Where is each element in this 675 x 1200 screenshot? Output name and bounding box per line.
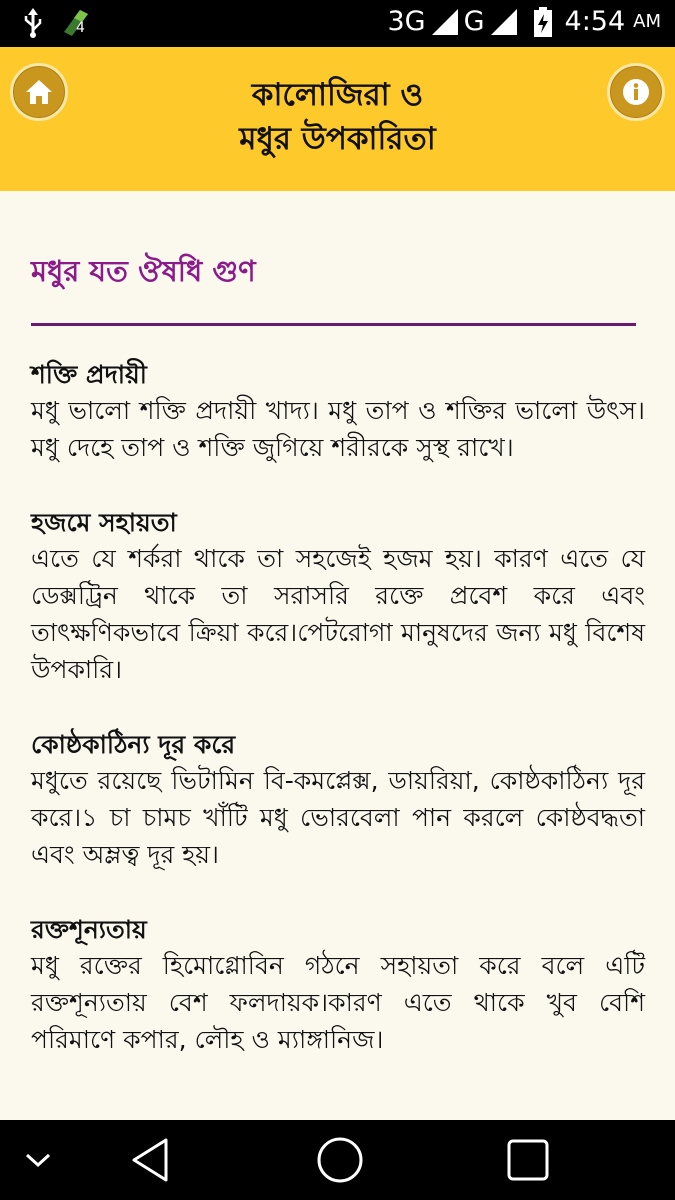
- back-button[interactable]: [125, 1120, 175, 1200]
- benefit-item: [31, 357, 645, 466]
- back-icon: [130, 1137, 170, 1183]
- status-right: [387, 6, 661, 37]
- home-nav-button[interactable]: [314, 1120, 366, 1200]
- notification-count: 4: [76, 20, 85, 36]
- benefit-item: [31, 727, 645, 873]
- battery-charging-icon: [533, 7, 553, 37]
- home-button[interactable]: [10, 63, 68, 121]
- usb-icon: [22, 8, 44, 38]
- home-circle-icon: [316, 1136, 364, 1184]
- benefit-item: [31, 505, 645, 688]
- info-icon: [622, 78, 650, 106]
- section-divider: [31, 323, 636, 326]
- benefit-heading: শক্তি প্রদায়ী: [31, 360, 147, 389]
- system-nav-bar: [0, 1120, 675, 1200]
- signal-icon: [432, 9, 458, 35]
- section-title: মধুর যত ঔষধি গুণ: [31, 254, 256, 288]
- benefit-heading: রক্তশূন্যতায়: [31, 915, 147, 944]
- article-content[interactable]: [0, 191, 675, 1120]
- page-title-line1: কালোজিরা ও: [251, 77, 424, 113]
- benefit-body: মধু রক্তের হিমোগ্লোবিন গঠনে সহায়তা করে বলে এটি রক্তশূন্যতায় বেশ ফলদায়ক।কারণ এতে থাকে খুব বেশি পরিমাণে কপার, লৌহ ও ম্যাঙ্গানিজ।: [31, 951, 645, 1054]
- network-3g-label: 3G: [387, 6, 426, 37]
- status-left: [22, 8, 90, 38]
- benefit-heading: হজমে সহায়তা: [31, 508, 177, 537]
- clock-ampm: AM: [633, 11, 661, 32]
- benefit-heading: কোষ্ঠকাঠিন্য দূর করে: [31, 730, 236, 759]
- benefit-list: [31, 357, 645, 1097]
- chevron-down-icon: [25, 1152, 51, 1168]
- status-bar: [0, 0, 675, 47]
- app-header: [0, 47, 675, 191]
- home-icon: [25, 78, 53, 106]
- page-title-line2: মধুর উপকারিতা: [239, 121, 436, 157]
- clock: 4:54: [564, 6, 626, 37]
- network-g-label: G: [463, 6, 485, 37]
- recents-button[interactable]: [504, 1120, 552, 1200]
- benefit-item: [31, 912, 645, 1058]
- info-button[interactable]: [607, 63, 665, 121]
- recents-icon: [506, 1138, 550, 1182]
- benefit-body: মধুতে রয়েছে ভিটামিন বি-কমপ্লেক্স, ডায়রিয়া, কোষ্ঠকাঠিন্য দূর করে।১ চা চামচ খাঁটি মধু ভোরবেলা পান করলে কোষ্ঠবদ্ধতা এবং অম্লত্ব দূর হয়।: [31, 766, 645, 869]
- benefit-body: মধু ভালো শক্তি প্রদায়ী খাদ্য। মধু তাপ ও শক্তির ভালো উৎস। মধু দেহে তাপ ও শক্তি জুগিয়ে শরীরকে সুস্থ রাখে।: [31, 396, 645, 462]
- signal-icon: [491, 9, 517, 35]
- page-title: [120, 73, 555, 161]
- benefit-body: এতে যে শর্করা থাকে তা সহজেই হজম হয়। কারণ এতে যে ডেক্সট্রিন থাকে তা সরাসরি রক্তে প্রবেশ করে এবং তাৎক্ষণিকভাবে ক্রিয়া করে।পেটরোগা মানুষদের জন্য মধু বিশেষ উপকারি।: [31, 544, 645, 684]
- hide-keyboard-button[interactable]: [18, 1120, 58, 1200]
- battery-saver-icon: [60, 8, 90, 38]
